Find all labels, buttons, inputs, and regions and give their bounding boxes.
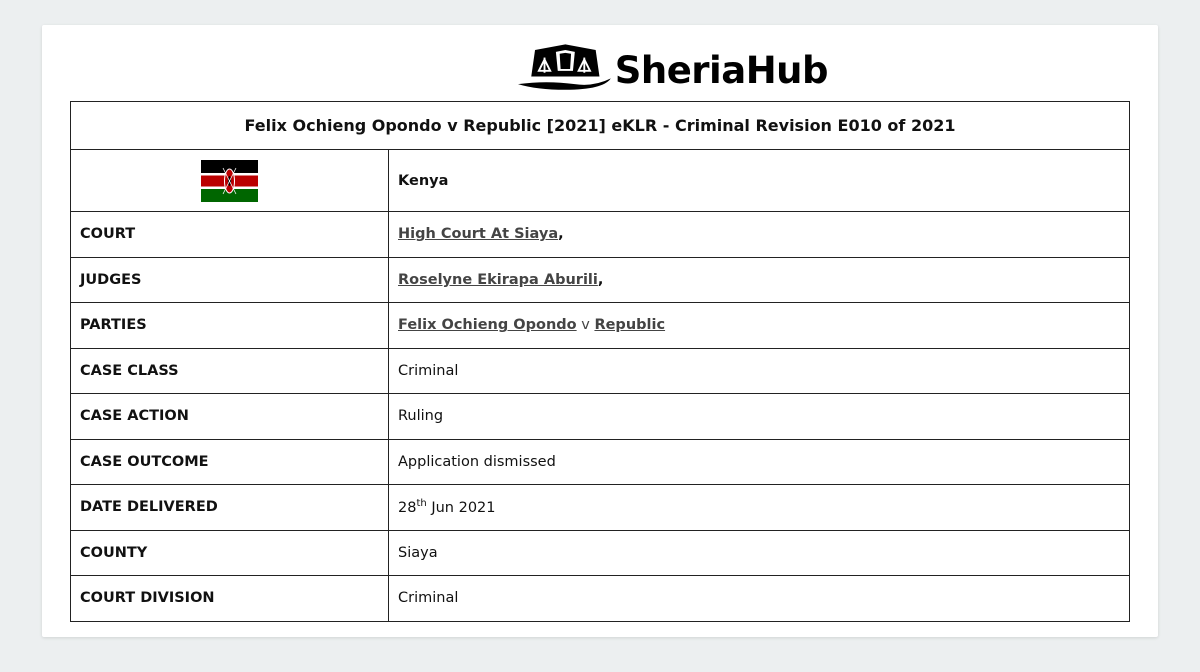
- case-class-row: [71, 348, 1130, 394]
- division-row: [71, 576, 1130, 622]
- parties-row: [71, 303, 1130, 349]
- division-label: COURT DIVISION: [71, 576, 389, 622]
- date-suffix: th: [416, 498, 427, 510]
- court-label: COURT: [71, 212, 389, 258]
- judges-value: [389, 257, 1130, 303]
- case-action-row: [71, 394, 1130, 440]
- case-outcome-value: Application dismissed: [389, 439, 1130, 485]
- party2-link[interactable]: Republic: [594, 317, 666, 334]
- judges-label: JUDGES: [71, 257, 389, 303]
- flag-cell: [71, 150, 389, 212]
- court-suffix: ,: [558, 226, 564, 243]
- party1-link[interactable]: Felix Ochieng Opondo: [398, 317, 577, 334]
- parties-value: [389, 303, 1130, 349]
- country-row: [71, 150, 1130, 212]
- county-row: [71, 530, 1130, 576]
- case-action-value: Ruling: [389, 394, 1130, 440]
- case-title: Felix Ochieng Opondo v Republic [2021] eKLR - Criminal Revision E010 of 2021: [71, 102, 1130, 150]
- case-outcome-row: [71, 439, 1130, 485]
- date-rest: Jun 2021: [431, 500, 496, 517]
- scales-boat-logo-icon: [518, 43, 613, 93]
- country-name: Kenya: [389, 150, 1130, 212]
- parties-label: PARTIES: [71, 303, 389, 349]
- judge-link[interactable]: Roselyne Ekirapa Aburili: [398, 271, 598, 288]
- brand-name: SheriaHub: [614, 48, 828, 92]
- county-label: COUNTY: [71, 530, 389, 576]
- judges-row: [71, 257, 1130, 303]
- date-day: 28: [398, 500, 417, 517]
- date-row: [71, 485, 1130, 531]
- judge-suffix: ,: [597, 271, 604, 288]
- title-row: [71, 102, 1130, 150]
- sheriahub-logo[interactable]: [518, 43, 828, 93]
- date-value: [389, 485, 1130, 531]
- case-outcome-label: CASE OUTCOME: [71, 439, 389, 485]
- case-card: [42, 25, 1158, 637]
- party-separator: v: [581, 317, 590, 334]
- court-link[interactable]: High Court At Siaya: [398, 226, 559, 243]
- county-value: Siaya: [389, 530, 1130, 576]
- court-row: [71, 212, 1130, 258]
- court-value: [389, 212, 1130, 258]
- kenya-flag-icon: [201, 160, 258, 202]
- case-details-table: [70, 101, 1130, 622]
- case-class-value: Criminal: [389, 348, 1130, 394]
- date-label: DATE DELIVERED: [71, 485, 389, 531]
- case-class-label: CASE CLASS: [71, 348, 389, 394]
- case-action-label: CASE ACTION: [71, 394, 389, 440]
- division-value: Criminal: [389, 576, 1130, 622]
